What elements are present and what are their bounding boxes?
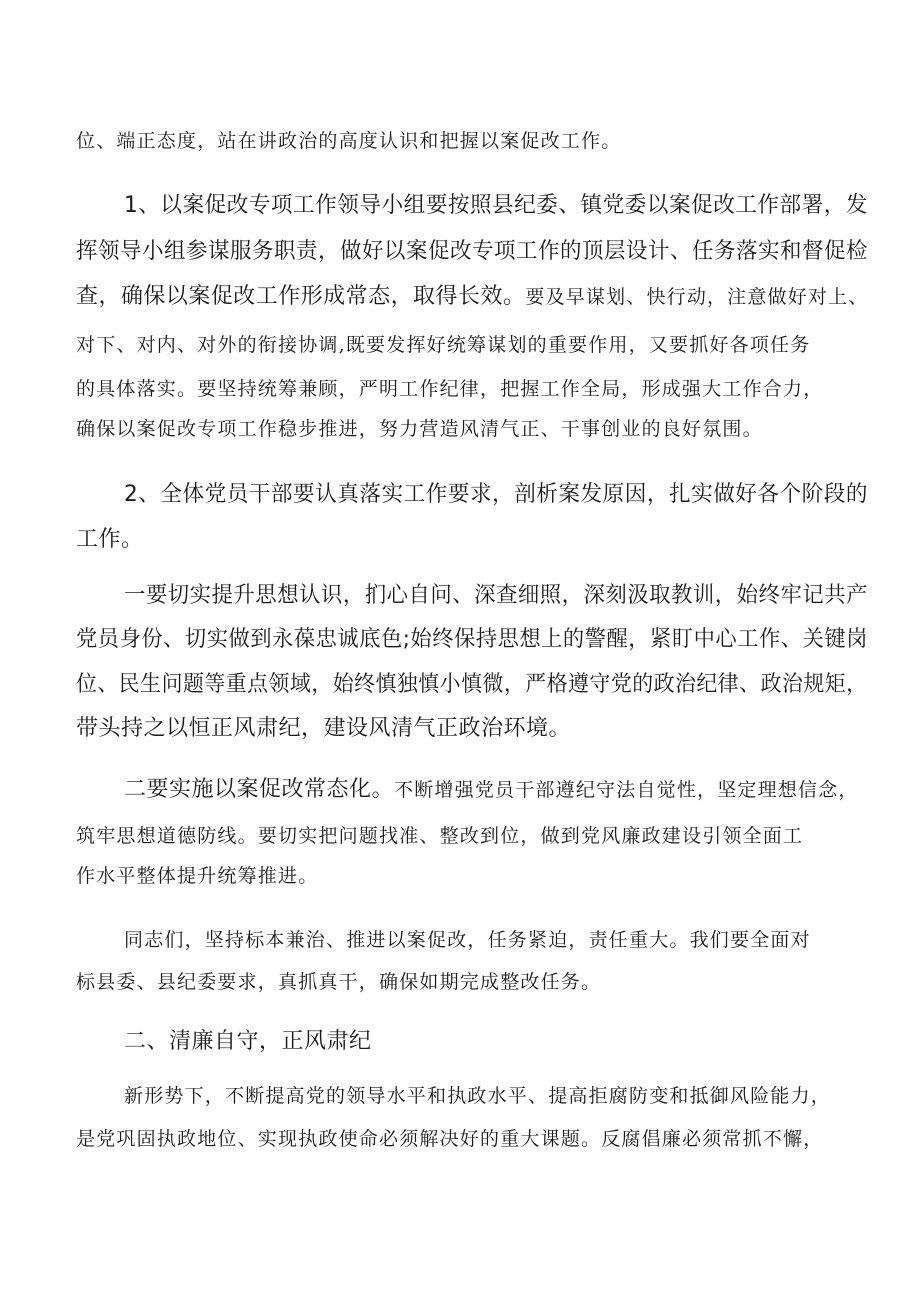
- paragraph-line: [124, 925, 811, 952]
- paragraph-line: [76, 622, 868, 653]
- line-text: 要及早谋划、快行动，注意做好对上、: [525, 286, 869, 308]
- line-text: 是党巩固执政地位、实现执政使命必须解决好的重大课题。反腐倡廉必须常抓不懈，: [76, 1128, 824, 1150]
- line-text: 对下、对内、对外的衔接协调,既要发挥好统筹谋划的重要作用，又要抓好各项任务: [76, 334, 811, 356]
- paragraph-line: [76, 1124, 823, 1151]
- line-text: 党员身份、切实做到永葆忠诚底色;始终保持思想上的警醒，紧盯中心工作、关键岗: [76, 627, 868, 652]
- line-text: 1、以案促改专项工作领导小组要按照县纪委、镇党委以案促改工作部署，发: [124, 193, 868, 218]
- line-text: 二要实施以案促改常态化。: [124, 777, 395, 802]
- line-text: 不断增强党员干部遵纪守法自觉性，坚定理想信念，: [394, 779, 859, 801]
- paragraph-line: [76, 667, 868, 698]
- line-text: 一要切实提升思想认识，扪心自问、深查细照，深刻汲取教训，始终牢记共产: [124, 583, 868, 608]
- line-text: 同志们，坚持标本兼治、推进以案促改，任务紧迫，责任重大。我们要全面对: [124, 929, 811, 951]
- paragraph-line: [76, 374, 823, 401]
- paragraph-line: [76, 522, 144, 553]
- line-text: 带头持之以恒正风肃纪，建设风清气正政治环境。: [76, 716, 572, 741]
- heading-text: 二、清廉自守，正风肃纪: [124, 1029, 372, 1054]
- paragraph-line: [76, 126, 621, 153]
- paragraph-line: [124, 477, 868, 508]
- paragraph-line: [124, 188, 868, 219]
- line-text: 工作。: [76, 527, 144, 552]
- paragraph-line: [124, 1081, 831, 1108]
- paragraph-line: [76, 234, 868, 265]
- paragraph-line: [76, 279, 868, 310]
- line-text: 确保以案促改专项工作稳步推进，努力营造风清气正、干事创业的良好氛围。: [76, 418, 763, 440]
- line-text: 标县委、县纪委要求，真抓真干，确保如期完成整改任务。: [76, 971, 602, 993]
- line-text: 2、全体党员干部要认真落实工作要求，剖析案发原因，扎实做好各个阶段的: [124, 482, 868, 507]
- line-text: 位、民生问题等重点领域，始终慎独慎小慎微，严格遵守党的政治纪律、政治规矩，: [76, 672, 868, 697]
- section-heading: [124, 1024, 372, 1055]
- paragraph-line: [76, 414, 763, 441]
- line-text: 的具体落实。要坚持统筹兼顾，严明工作纪律，把握工作全局，形成强大工作合力，: [76, 378, 824, 400]
- line-text: 查，确保以案促改工作形成常态，取得长效。: [76, 284, 526, 309]
- paragraph-line: [76, 330, 810, 357]
- paragraph-line: [76, 861, 318, 888]
- line-text: 新形势下，不断提高党的领导水平和执政水平、提高拒腐防变和抵御风险能力，: [124, 1085, 832, 1107]
- paragraph-line: [76, 711, 571, 742]
- paragraph-line: [124, 578, 868, 609]
- paragraph-line: [76, 967, 601, 994]
- paragraph-line: [124, 772, 859, 803]
- paragraph-line: [76, 821, 803, 848]
- line-text: 位、端正态度，站在讲政治的高度认识和把握以案促改工作。: [76, 130, 622, 152]
- line-text: 作水平整体提升统筹推进。: [76, 865, 319, 887]
- line-text: 挥领导小组参谋服务职责，做好以案促改专项工作的顶层设计、任务落实和督促检: [76, 239, 869, 264]
- line-text: 筑牢思想道德防线。要切实把问题找准、整改到位，做到党风廉政建设引领全面工: [76, 825, 804, 847]
